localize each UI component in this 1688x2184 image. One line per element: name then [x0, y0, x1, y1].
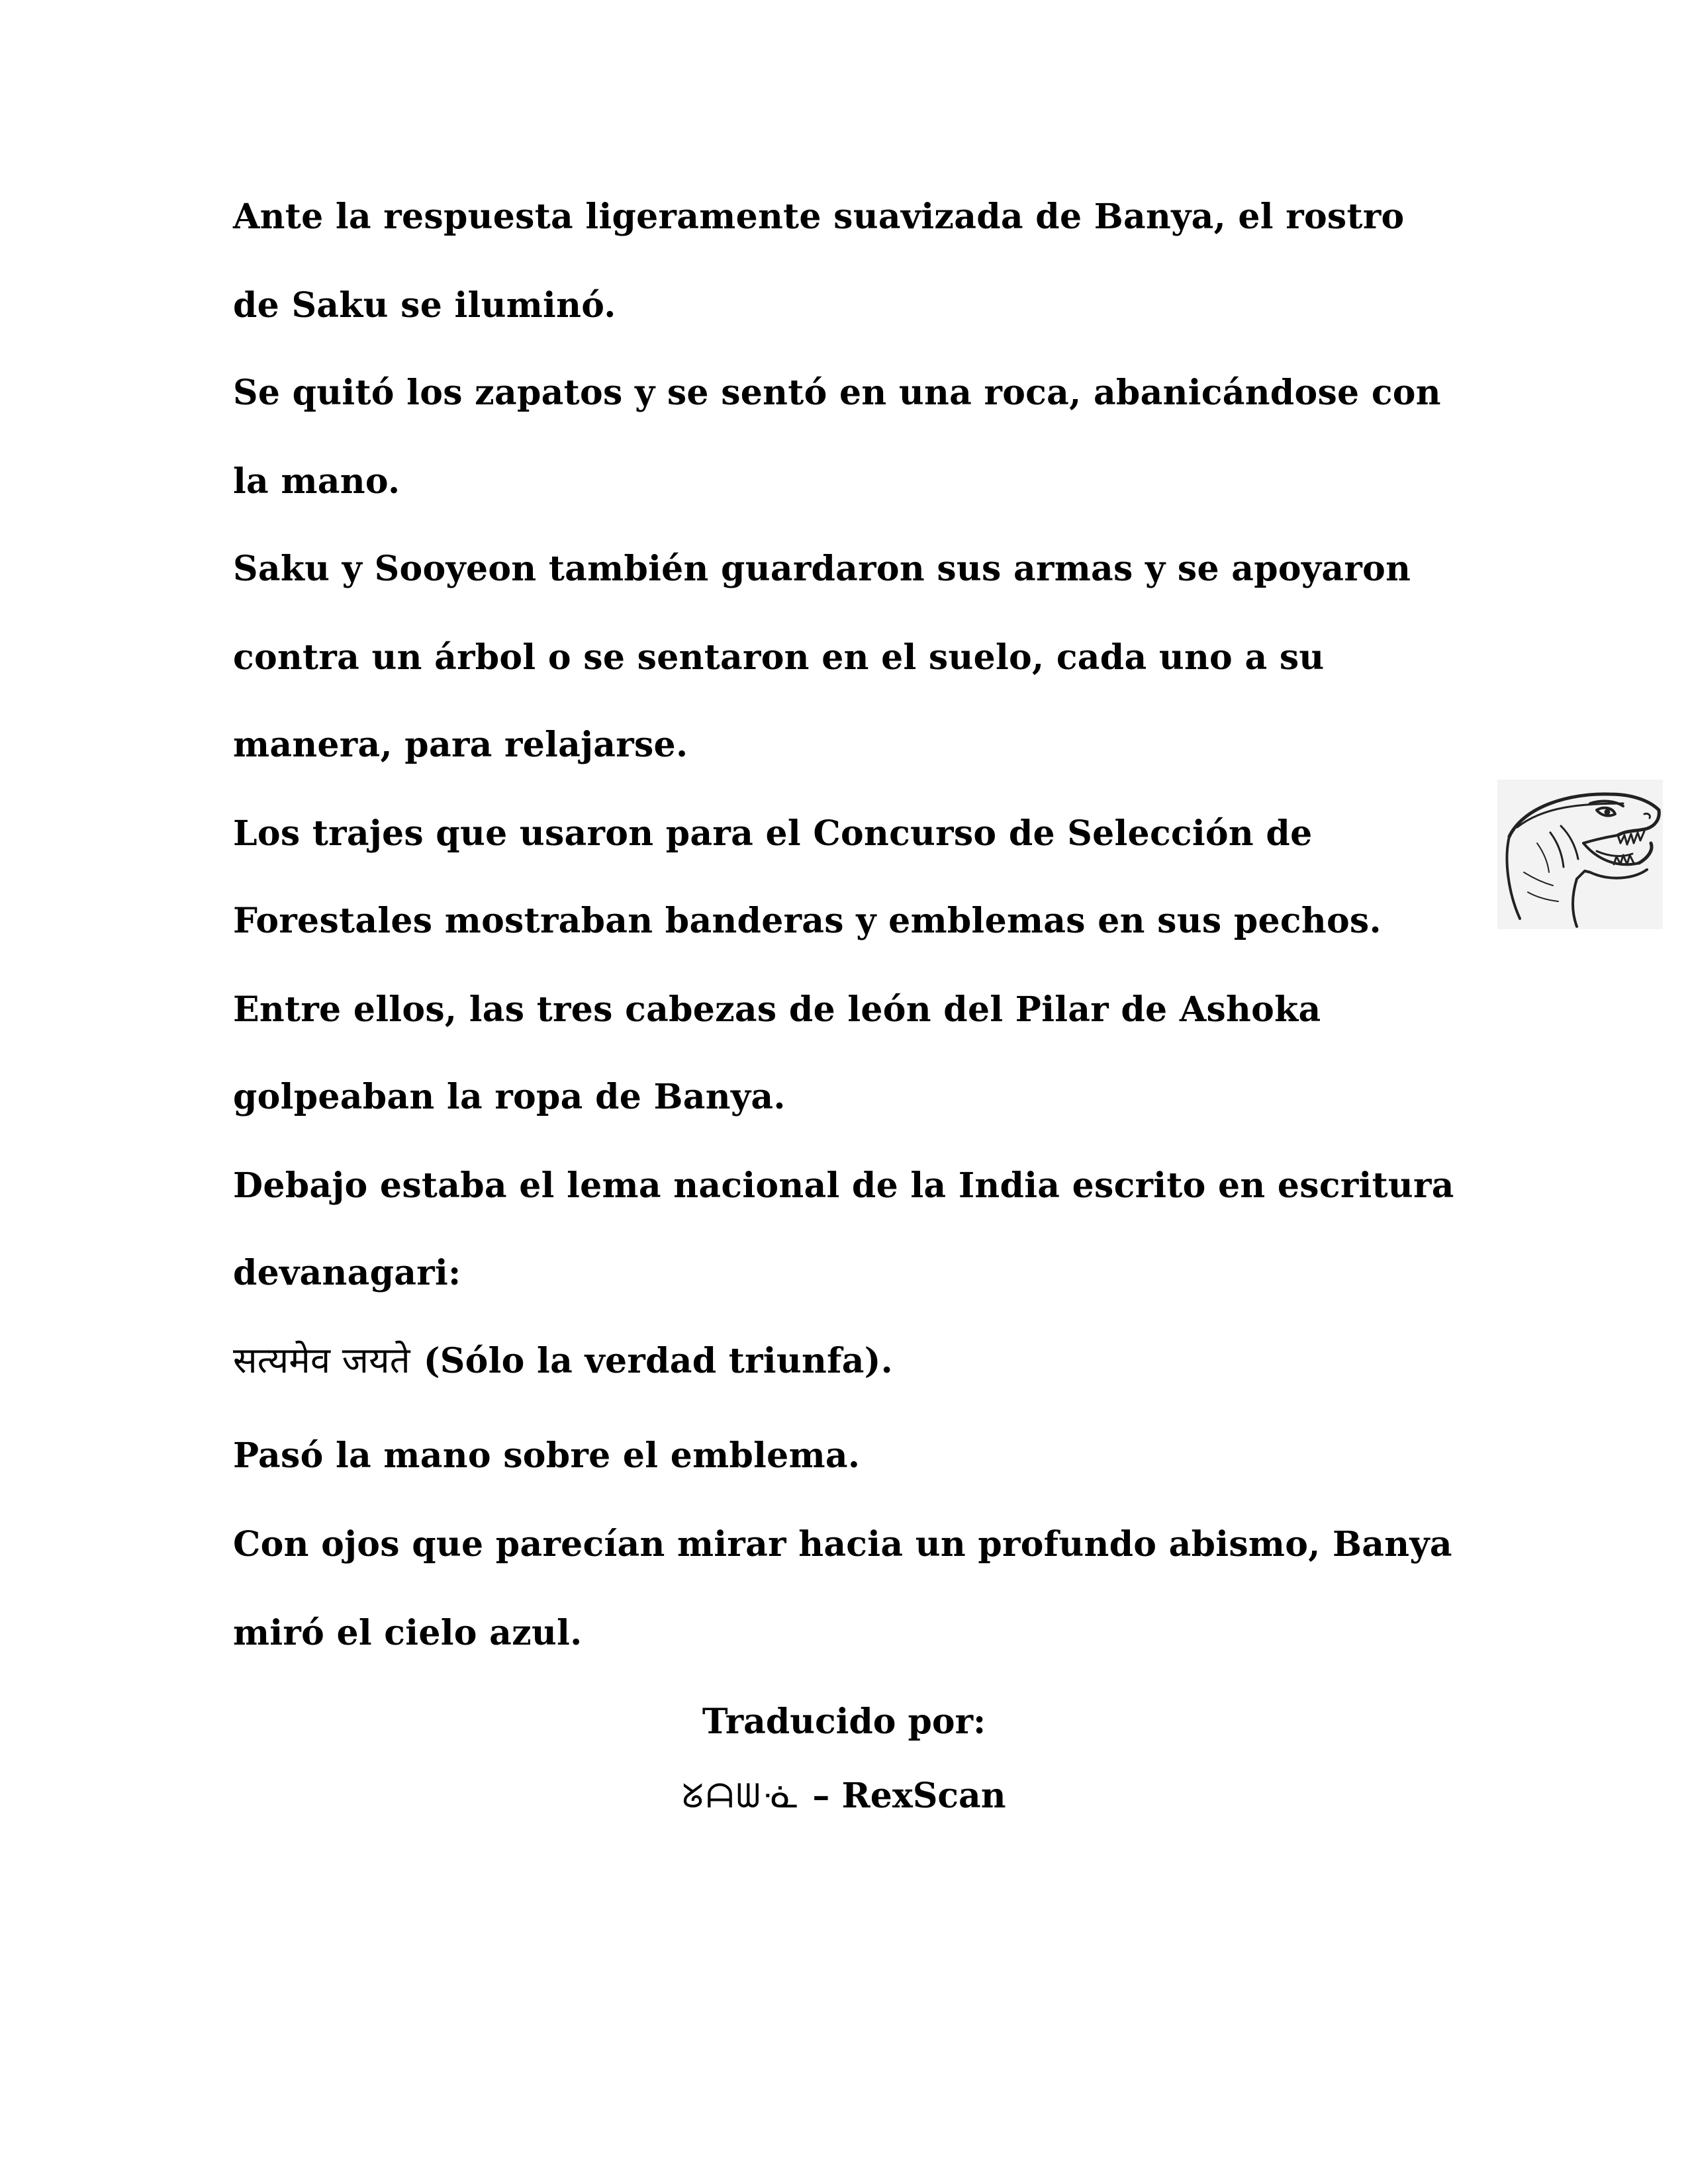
- credits-line: [0, 1775, 1688, 1817]
- text-line: Ante la respuesta ligeramente suavizada de Banya, el rostro: [233, 197, 1405, 237]
- t-rex-head-icon: [1497, 780, 1663, 929]
- text-line: Saku y Sooyeon también guardaron sus armas y se apoyaron: [233, 549, 1411, 589]
- text-line: Pasó la mano sobre el emblema.: [233, 1435, 861, 1476]
- text-line: golpeaban la ropa de Banya.: [233, 1077, 786, 1117]
- group-name: – RexScan: [800, 1776, 1006, 1816]
- motto-devanagari: सत्यमेव जयते: [233, 1340, 410, 1381]
- motto-line: [233, 1340, 893, 1383]
- text-line: Con ojos que parecían mirar hacia un profundo abismo, Banya: [233, 1524, 1452, 1565]
- text-line: la mano.: [233, 461, 400, 502]
- text-line: Entre ellos, las tres cabezas de león del Pilar de Ashoka: [233, 989, 1321, 1030]
- text-line: Los trajes que usaron para el Concurso de Selección de: [233, 813, 1313, 854]
- text-line: Forestales mostraban banderas y emblemas en sus pechos.: [233, 901, 1382, 941]
- text-line: devanagari:: [233, 1253, 461, 1293]
- text-line: miró el cielo azul.: [233, 1613, 583, 1653]
- text-line: Debajo estaba el lema nacional de la India escrito en escritura: [233, 1165, 1454, 1206]
- motto-translation: (Sólo la verdad triunfa).: [423, 1341, 894, 1381]
- credits-label: Traducido por:: [702, 1702, 986, 1742]
- text-line: Se quitó los zapatos y se sentó en una roca, abanicándose con: [233, 373, 1441, 413]
- text-line: manera, para relajarse.: [233, 725, 688, 765]
- text-line: de Saku se iluminó.: [233, 285, 616, 326]
- text-line: contra un árbol o se sentaron en el suelo, cada uno a su: [233, 637, 1325, 678]
- translator-handle: ᘜᗩᗯᓍ: [682, 1777, 801, 1815]
